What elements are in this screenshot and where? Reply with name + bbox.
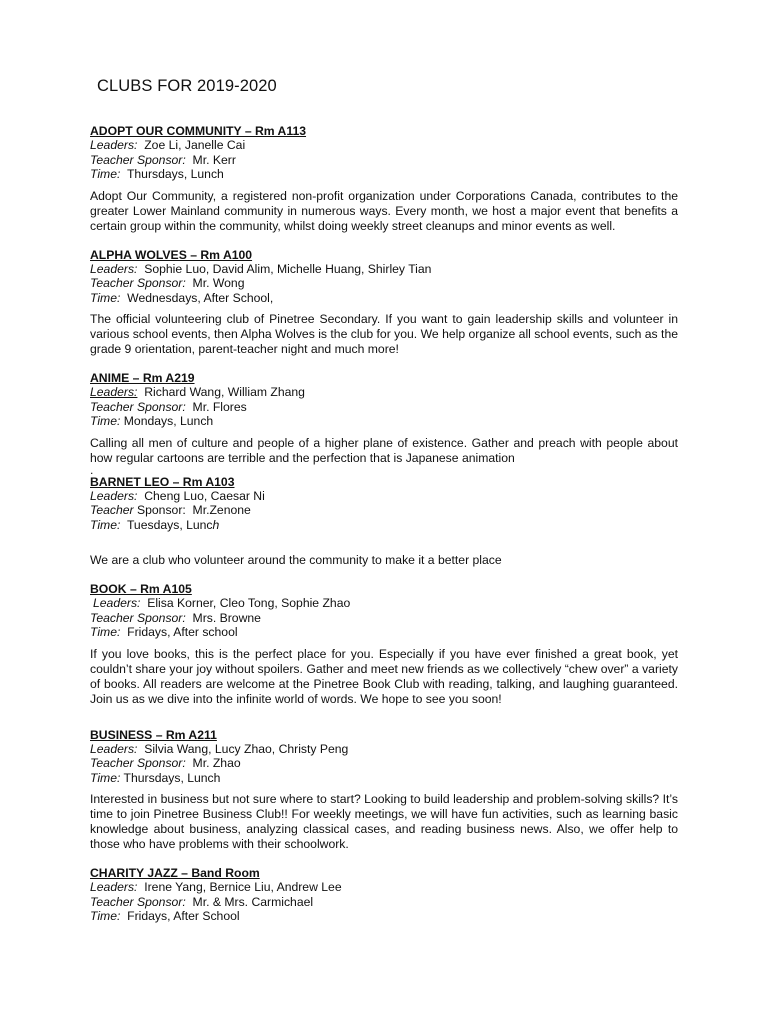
sponsor-value: Mr.Zenone — [192, 503, 251, 517]
time-label: Time: — [90, 290, 121, 305]
sponsor-label-b: Sponsor: — [136, 503, 186, 517]
sponsor-value: Mr. Flores — [192, 399, 247, 414]
club-heading: ANIME – Rm A219 — [90, 371, 195, 385]
time-label: Time: — [90, 909, 121, 923]
time-value: Wednesdays, After School, — [127, 290, 274, 305]
leaders-value: Zoe Li, Janelle Cai — [144, 138, 246, 152]
club-time — [90, 167, 678, 182]
club-charity-jazz — [90, 866, 678, 924]
club-sponsor — [90, 276, 678, 291]
sponsor-value: Mr. Kerr — [192, 152, 236, 167]
time-value: Mondays, Lunch — [123, 414, 214, 428]
club-heading: CHARITY JAZZ – Band Room — [90, 866, 260, 880]
club-description: Interested in business but not sure where to start? Looking to build leadership and problem-solving skills? It’s time to join Pinetree Business Club!! For weekly meetings, we will have fun activities, such as learning basic knowledge about business, analyzing classical cases, and reading business news. Also, we offer help to those who have problems with their schoolwork. — [90, 792, 678, 851]
sponsor-label: Teacher Sponsor: — [90, 756, 186, 770]
club-time — [90, 625, 678, 640]
sponsor-label: Teacher Sponsor: — [90, 610, 186, 625]
club-leaders — [90, 262, 678, 277]
club-sponsor — [90, 153, 678, 168]
club-description: If you love books, this is the perfect place for you. Especially if you have ever finished a great book, yet couldn’t share your joy without spoilers. Gather and meet new friends as we collectively “chew over” a variety of books. All readers are welcome at the Pinetree Book Club with reading, talking, and laughing guaranteed. Join us as we dive into the infinite world of words. We hope to see you soon! — [90, 646, 678, 706]
club-time — [90, 909, 678, 924]
sponsor-value: Mr. & Mrs. Carmichael — [192, 894, 314, 909]
club-description: The official volunteering club of Pinetree Secondary. If you want to gain leadership skills and volunteer in various school events, then Alpha Wolves is the club for you. We help organize all school events, such as the grade 9 orientation, parent-teacher night and much more! — [90, 312, 678, 356]
time-value: Thursdays, Lunch — [123, 770, 221, 785]
leaders-label: Leaders: — [90, 880, 138, 894]
club-description: We are a club who volunteer around the community to make it a better place — [90, 553, 502, 567]
leaders-value: Cheng Luo, Caesar Ni — [144, 488, 265, 503]
club-time — [90, 518, 678, 533]
club-heading: ADOPT OUR COMMUNITY – Rm A113 — [90, 124, 307, 138]
time-label: Time: — [90, 167, 121, 181]
sponsor-label-a: Teacher — [90, 503, 134, 517]
club-sponsor — [90, 503, 678, 518]
sponsor-value: Mrs. Browne — [192, 610, 261, 625]
club-leaders — [90, 742, 678, 757]
leaders-label: Leaders: — [93, 596, 141, 610]
club-adopt-our-community — [90, 124, 678, 234]
time-label: Time: — [90, 625, 121, 639]
leaders-value: Silvia Wang, Lucy Zhao, Christy Peng — [144, 741, 349, 756]
club-time — [90, 414, 678, 429]
club-description: Adopt Our Community, a registered non-profit organization under Corporations Canada, contributes to the greater Lower Mainland community in numerous ways. Every month, we host a major event that benefits a certain group within the community, whilst doing weekly street cleanups and minor events as well. — [90, 188, 678, 233]
club-sponsor — [90, 400, 678, 415]
sponsor-label: Teacher Sponsor: — [90, 276, 186, 290]
club-heading: ALPHA WOLVES – Rm A100 — [90, 247, 253, 262]
leaders-label: Leaders: — [90, 385, 138, 399]
time-label: Time: — [90, 770, 121, 785]
club-book — [90, 582, 678, 707]
leaders-value: Richard Wang, William Zhang — [144, 385, 305, 399]
club-sponsor — [90, 756, 678, 771]
club-leaders — [90, 880, 678, 895]
leaders-label: Leaders: — [90, 488, 138, 503]
club-leaders — [90, 489, 678, 504]
leaders-label: Leaders: — [90, 261, 138, 276]
time-value: Fridays, After school — [127, 625, 238, 639]
club-list — [90, 124, 678, 924]
sponsor-label: Teacher Sponsor: — [90, 399, 186, 414]
club-leaders — [90, 385, 678, 400]
club-description: Calling all men of culture and people of a higher plane of existence. Gather and preach with people about how regular cartoons are terrible and the perfection that is Japanese animation — [90, 435, 678, 465]
time-value: Tuesdays, Lunc — [126, 517, 213, 532]
club-heading: BUSINESS – Rm A211 — [90, 727, 217, 742]
leaders-label: Leaders: — [90, 138, 138, 152]
club-barnet-leo — [90, 475, 678, 569]
leaders-value: Elisa Korner, Cleo Tong, Sophie Zhao — [147, 596, 351, 610]
sponsor-value: Mr. Zhao — [192, 756, 241, 770]
time-label: Time: — [90, 414, 121, 428]
club-leaders — [90, 138, 678, 153]
time-label: Time: — [90, 517, 121, 532]
club-sponsor — [90, 611, 678, 626]
club-anime — [90, 371, 678, 475]
club-time — [90, 771, 678, 786]
club-heading: BARNET LEO – Rm A103 — [90, 474, 235, 489]
leaders-value: Irene Yang, Bernice Liu, Andrew Lee — [144, 880, 342, 894]
time-value: Thursdays, Lunch — [126, 167, 224, 181]
leaders-value: Sophie Luo, David Alim, Michelle Huang, Shirley Tian — [144, 261, 432, 276]
stray-period: . — [90, 462, 94, 477]
time-value: Fridays, After School — [127, 909, 240, 923]
club-sponsor — [90, 895, 678, 910]
page-title: CLUBS FOR 2019-2020 — [97, 77, 277, 95]
time-value-tail: h — [212, 517, 220, 532]
club-business — [90, 728, 678, 853]
club-leaders — [90, 596, 678, 611]
sponsor-label: Teacher Sponsor: — [90, 894, 186, 909]
club-time — [90, 291, 678, 306]
club-heading: BOOK – Rm A105 — [90, 582, 192, 596]
leaders-label: Leaders: — [90, 741, 138, 756]
club-alpha-wolves — [90, 248, 678, 358]
sponsor-value: Mr. Wong — [192, 276, 245, 290]
sponsor-label: Teacher Sponsor: — [90, 152, 186, 167]
